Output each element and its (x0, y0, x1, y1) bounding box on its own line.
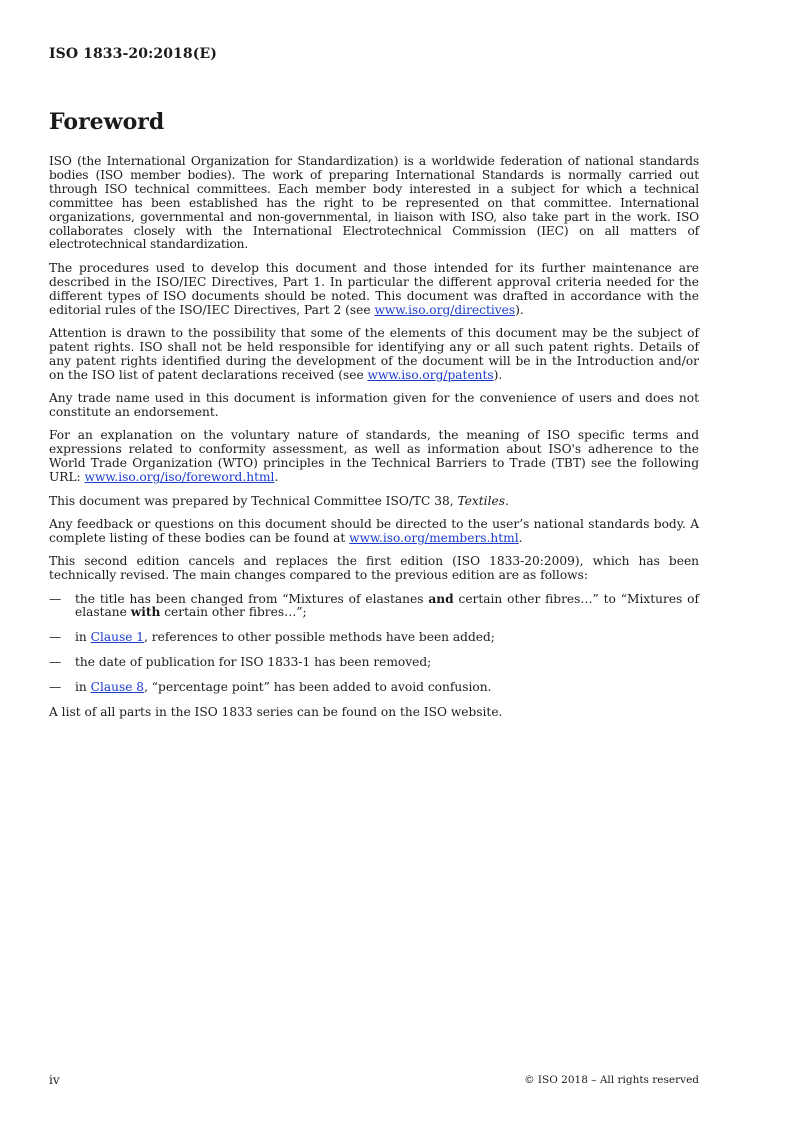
list-text: the date of publication for ISO 1833-1 has been removed; (75, 655, 432, 670)
list-text: the title has been changed from “Mixtures of elastanes (75, 591, 429, 606)
list-item (49, 631, 699, 645)
paragraph-text: This document was prepared by Technical Committee ISO/TC 38, (49, 493, 458, 508)
paragraph-text: Any feedback or questions on this document should be directed to the user’s national standards body. A complete listing of these bodies can be found at (49, 516, 699, 545)
paragraph-feedback (49, 518, 699, 546)
paragraph-text: The procedures used to develop this document and those intended for its further maintenance are described in the ISO/IEC Directives, Part 1. In particular the different approval criteria needed for the different types of ISO documents should be noted. This document was drafted in accordance with the editorial rules of the ISO/IEC Directives, Part 2 (see (49, 260, 699, 317)
list-text: , references to other possible methods have been added; (144, 630, 495, 645)
committee-name: Textiles (457, 493, 505, 508)
list-text: , “percentage point” has been added to avoid confusion. (144, 680, 492, 695)
paragraph-voluntary-nature (49, 429, 699, 485)
list-item (49, 681, 699, 695)
changes-list (49, 593, 699, 696)
list-text: in (75, 630, 91, 645)
document-identifier: ISO 1833-20:2018(E) (49, 46, 217, 62)
page-number: iv (49, 1073, 60, 1087)
paragraph-text: . (504, 493, 509, 508)
paragraph-procedures (49, 262, 699, 318)
emphasis-text: with (130, 605, 161, 620)
paragraph-patents (49, 327, 699, 383)
link-clause-8[interactable]: Clause 8 (90, 680, 145, 695)
paragraph-parts-list: A list of all parts in the ISO 1833 series can be found on the ISO website. (49, 705, 503, 720)
page-title: Foreword (49, 109, 165, 135)
paragraph-text: ). (493, 367, 503, 382)
emphasis-text: and (428, 591, 454, 606)
foreword-body (49, 155, 699, 730)
dash-bullet: — (49, 630, 62, 645)
list-text: in (75, 680, 91, 695)
dash-bullet: — (49, 655, 62, 670)
list-text: certain other fibres…” to “Mixtures of elastane (75, 591, 699, 620)
copyright-notice: © ISO 2018 – All rights reserved (524, 1074, 699, 1086)
paragraph-text: Attention is drawn to the possibility that some of the elements of this document may be the subject of patent rights. ISO shall not be held responsible for identifying any or all such patent rights. Details of any patent rights identified during the development of the document will be in the Introduction and/or on the ISO list of patent declarations received (see (49, 325, 699, 382)
paragraph-trade-name: Any trade name used in this document is information given for the convenience of users and does not constitute an endorsement. (49, 391, 699, 419)
dash-bullet: — (49, 591, 62, 606)
paragraph-committee (49, 495, 699, 509)
paragraph-iso-overview: ISO (the International Organization for Standardization) is a worldwide federation of national standards bodies (ISO member bodies). The work of preparing International Standards is normally carried out through ISO technical committees. Each member body interested in a subject for which a technical committee has been established has the right to be represented on that committee. International organizations, governmental and non-governmental, in liaison with ISO, also take part in the work. ISO collaborates closely with the International Electrotechnical Commission (IEC) on all matters of electrotechnical standardization. (49, 154, 699, 252)
paragraph-text: . (274, 470, 279, 485)
link-clause-1[interactable]: Clause 1 (90, 630, 145, 645)
list-text: certain other fibres…”; (160, 605, 307, 620)
link-members[interactable]: www.iso.org/members.html (349, 530, 519, 545)
link-patents[interactable]: www.iso.org/patents (367, 367, 494, 382)
list-item (49, 656, 699, 670)
link-foreword[interactable]: www.iso.org/iso/foreword.html (84, 470, 275, 485)
list-item (49, 593, 699, 621)
paragraph-edition: This second edition cancels and replaces the first edition (ISO 1833-20:2009), which has been technically revised. The main changes compared to the previous edition are as follows: (49, 554, 699, 583)
dash-bullet: — (49, 680, 62, 695)
paragraph-text: ). (515, 302, 524, 317)
paragraph-text: . (518, 530, 523, 545)
paragraph-text: For an explanation on the voluntary nature of standards, the meaning of ISO specific terms and expressions related to conformity assessment, as well as information about ISO's adherence to the World Trade Organization (WTO) principles in the Technical Barriers to Trade (TBT) see the following URL: (49, 428, 699, 485)
link-directives[interactable]: www.iso.org/directives (374, 302, 516, 317)
